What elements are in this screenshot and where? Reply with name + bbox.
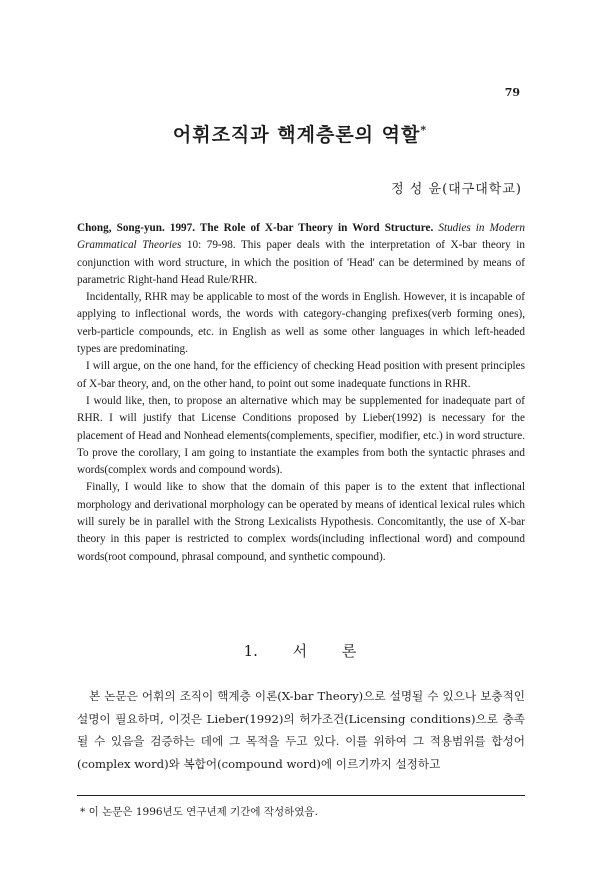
- citation-bold: Chong, Song-yun. 1997. The Role of X-bar Theory in Word Structure.: [77, 222, 434, 234]
- section-heading: 1. 서 론: [243, 642, 357, 660]
- abstract-paragraph: I will argue, on the one hand, for the efficiency of checking Head position with present principles of X-bar theory, and, on the other hand, to point out some inadequate functions in RHR.: [77, 360, 525, 390]
- intro-paragraph: 본 논문은 어휘의 조직이 핵계층 이론(X-bar Theory)으로 설명될 수 있으나 보충적인 설명이 필요하며, 이것은 Lieber(1992)의 허가조건(Licensing conditions)으로 충족될 수 있음을 검증하는 데에 그 목적을 두고 있다. 이를 위하여 그 적용범위를 합성어(complex word)와 복합어(compound word)에 이르기까지 설정하고: [77, 689, 525, 771]
- citation-journal: Studies in Modern Grammatical Theories: [77, 222, 526, 252]
- author-line: [391, 178, 522, 197]
- footnote: * 이 논문은 1996년도 연구년제 기간에 작성하였음.: [80, 806, 318, 818]
- abstract-paragraph: I would like, then, to propose an alternative which may be supplemented for inadequate part of RHR. I will justify that License Conditions proposed by Lieber(1992) is necessary for the placement of Head and Nonhead elements(complements, specifier, modifier, etc.) in word structure. To prove the corollary, I am going to instantiate the examples from both the syntactic phrases and words(complex words and compound words).: [77, 394, 525, 477]
- abstract-citation-paragraph: [77, 220, 525, 289]
- abstract-paragraph: Finally, I would like to show that the domain of this paper is to the extent that inflectional morphology and derivational morphology can be operated by means of identical lexical rules which will surely be in parallel with the Strong Lexicalists Hypothesis. Concomitantly, the use of X-bar theory in this paper is restricted to complex words(including inflectional word) and compound words(root compound, phrasal compound, and synthetic compound).: [77, 481, 525, 563]
- author-affiliation: (대구대학교): [442, 182, 522, 197]
- footnote-divider: [77, 795, 525, 796]
- abstract-paragraph: Incidentally, RHR may be applicable to most of the words in English. However, it is incapable of applying to inflectional words, the words with category-changing prefixes(verb forming ones), verb-particle compounds, etc. in English as well as some other languages in which left-headed types are predominating.: [77, 291, 525, 356]
- page-number: 79: [504, 86, 520, 99]
- paper-title: [0, 120, 600, 147]
- intro-body: [77, 685, 525, 775]
- abstract: [77, 220, 525, 566]
- paper-title-text: 어휘조직과 핵계층론의 역할: [172, 124, 421, 146]
- title-footnote-mark: *: [420, 123, 428, 137]
- author-name: 정 성 윤: [391, 182, 443, 197]
- citation-rest: 10: 79-98. This paper deals with the interpretation of X-bar theory in conjunction with word structure, in which the position of 'Head' can be determined by means of parametric Right-hand Head Rule/RHR.: [77, 239, 525, 286]
